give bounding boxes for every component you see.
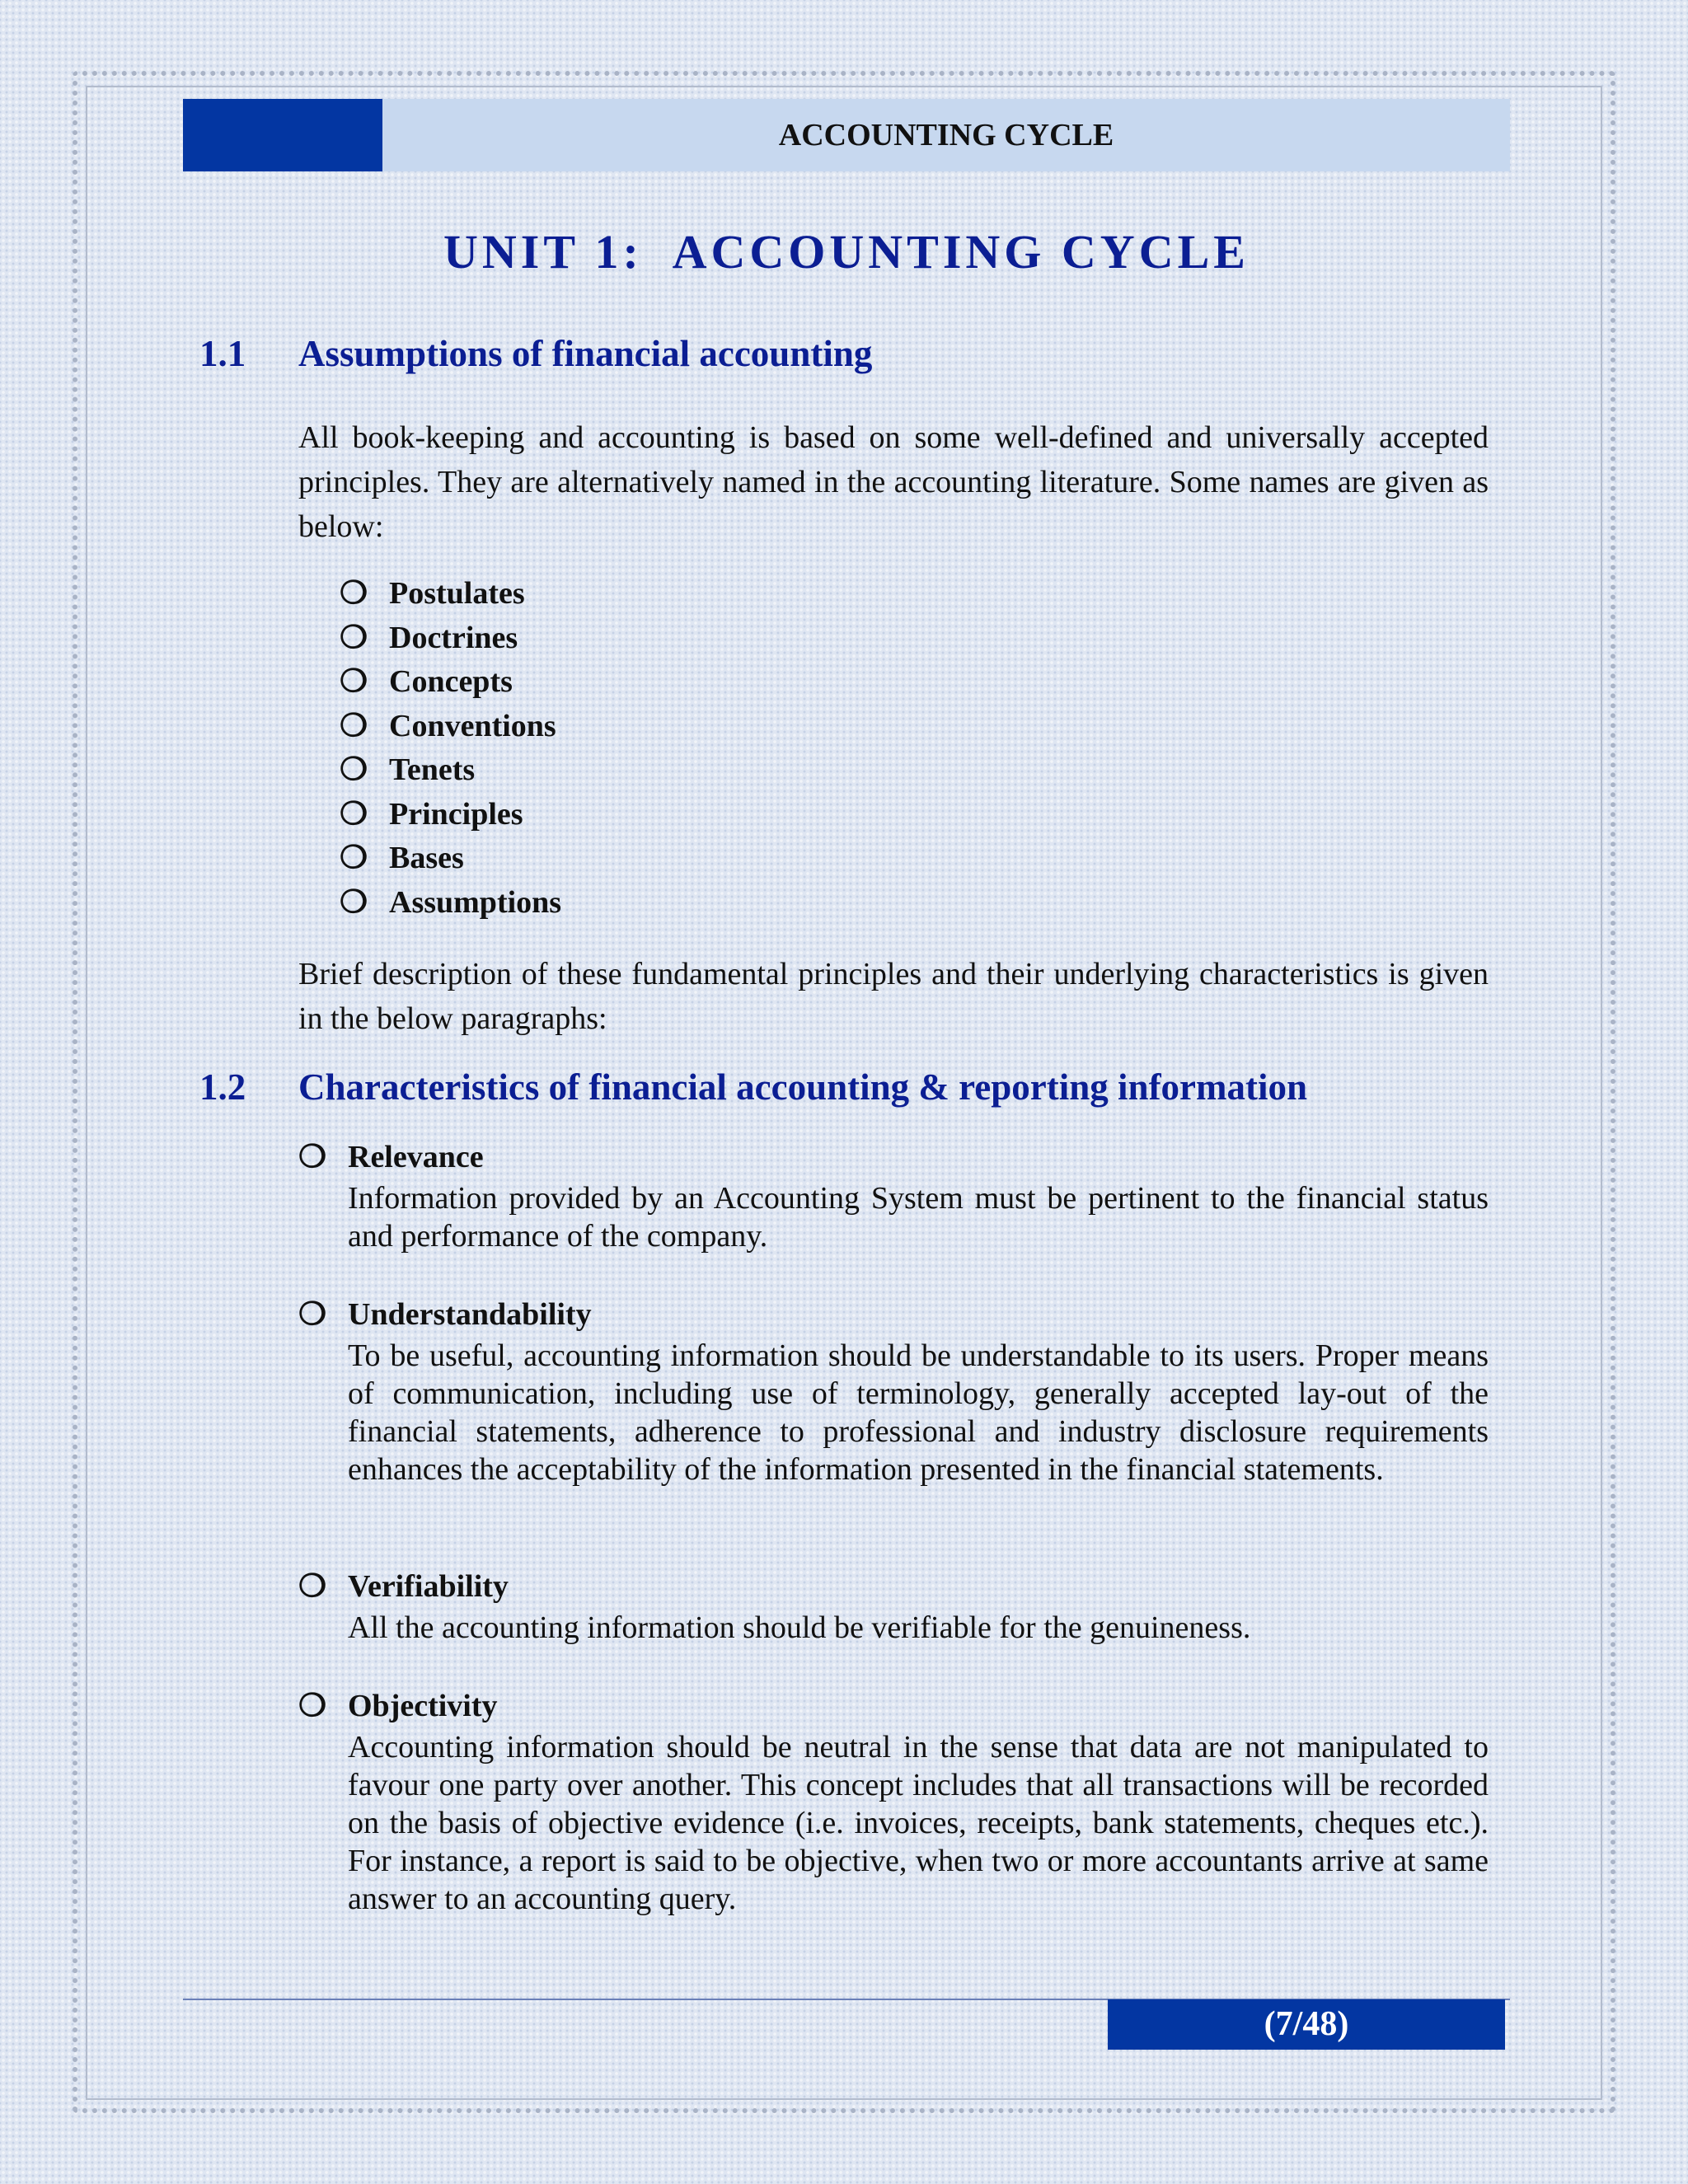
section-title: Assumptions of financial accounting bbox=[298, 333, 873, 374]
list-item: ❍ Concepts bbox=[340, 660, 561, 705]
list-item: ❍ Postulates bbox=[340, 572, 561, 616]
circle-bullet-icon: ❍ bbox=[340, 708, 368, 743]
list-item: ❍ Doctrines bbox=[340, 616, 561, 661]
running-header-title: ACCOUNTING CYCLE bbox=[778, 118, 1114, 152]
circle-bullet-icon: ❍ bbox=[340, 796, 368, 832]
circle-bullet-icon: ❍ bbox=[340, 620, 368, 655]
characteristic-relevance bbox=[298, 1135, 1489, 1255]
characteristic-title: ❍ Understandability bbox=[298, 1292, 1489, 1337]
circle-bullet-icon: ❍ bbox=[340, 841, 368, 875]
characteristic-understandability bbox=[298, 1292, 1489, 1488]
section-title: Characteristics of financial accounting & reporting information bbox=[298, 1066, 1308, 1108]
characteristic-title: ❍ Relevance bbox=[298, 1135, 1489, 1179]
section-heading-1-1 bbox=[199, 332, 872, 375]
header-accent-block bbox=[183, 99, 382, 171]
circle-bullet-icon: ❍ bbox=[298, 1569, 327, 1604]
circle-bullet-icon: ❍ bbox=[340, 576, 368, 611]
characteristic-description: Accounting information should be neutral in the sense that data are not manipulated to favour one party over another. This concept includes that all transactions will be recorded on the basis of objective evidence (i.e. invoices, receipts, bank statements, cheques etc.). For instance, a report is said to be objective, when two or more accountants arrive at same answer to an accounting query. bbox=[348, 1730, 1489, 1916]
characteristic-objectivity bbox=[298, 1684, 1489, 1918]
circle-bullet-icon: ❍ bbox=[298, 1689, 327, 1723]
characteristic-description: All the accounting information should be verifiable for the genuineness. bbox=[348, 1610, 1251, 1645]
principle-names-list bbox=[340, 572, 561, 925]
characteristic-title: ❍ Verifiability bbox=[298, 1564, 1489, 1609]
list-item: ❍ Tenets bbox=[340, 748, 561, 793]
list-item: ❍ Conventions bbox=[340, 705, 561, 749]
section-number: 1.2 bbox=[199, 1066, 246, 1108]
list-item: ❍ Principles bbox=[340, 793, 561, 837]
intro-paragraph: All book-keeping and accounting is based on some well-defined and universally accepted principles. They are alternatively named in the accounting literature. Some names are given as below: bbox=[298, 420, 1489, 544]
circle-bullet-icon: ❍ bbox=[340, 664, 368, 699]
circle-bullet-icon: ❍ bbox=[298, 1297, 327, 1332]
circle-bullet-icon: ❍ bbox=[340, 752, 368, 787]
characteristic-description: Information provided by an Accounting System must be pertinent to the financial status and performance of the company. bbox=[348, 1181, 1489, 1254]
characteristic-title: ❍ Objectivity bbox=[298, 1684, 1489, 1728]
section-heading-1-2 bbox=[199, 1066, 1307, 1108]
section-number: 1.1 bbox=[199, 333, 246, 374]
list-item: ❍ Assumptions bbox=[340, 881, 561, 926]
circle-bullet-icon: ❍ bbox=[340, 884, 368, 920]
outro-paragraph: Brief description of these fundamental principles and their underlying characteristics is given in the below paragraphs: bbox=[298, 957, 1489, 1036]
list-item: ❍ Bases bbox=[340, 837, 561, 881]
page-number: (7/48) bbox=[1108, 1999, 1505, 2050]
characteristic-verifiability bbox=[298, 1564, 1489, 1647]
unit-title: UNIT 1: ACCOUNTING CYCLE bbox=[443, 225, 1250, 279]
circle-bullet-icon: ❍ bbox=[298, 1140, 327, 1174]
characteristic-description: To be useful, accounting information should be understandable to its users. Proper means of communication, including use of terminology, generally accepted lay-out of the financial statements, adherence to professional and industry disclosure requirements enhances the acceptability of the information presented in the financial statements. bbox=[348, 1338, 1489, 1487]
